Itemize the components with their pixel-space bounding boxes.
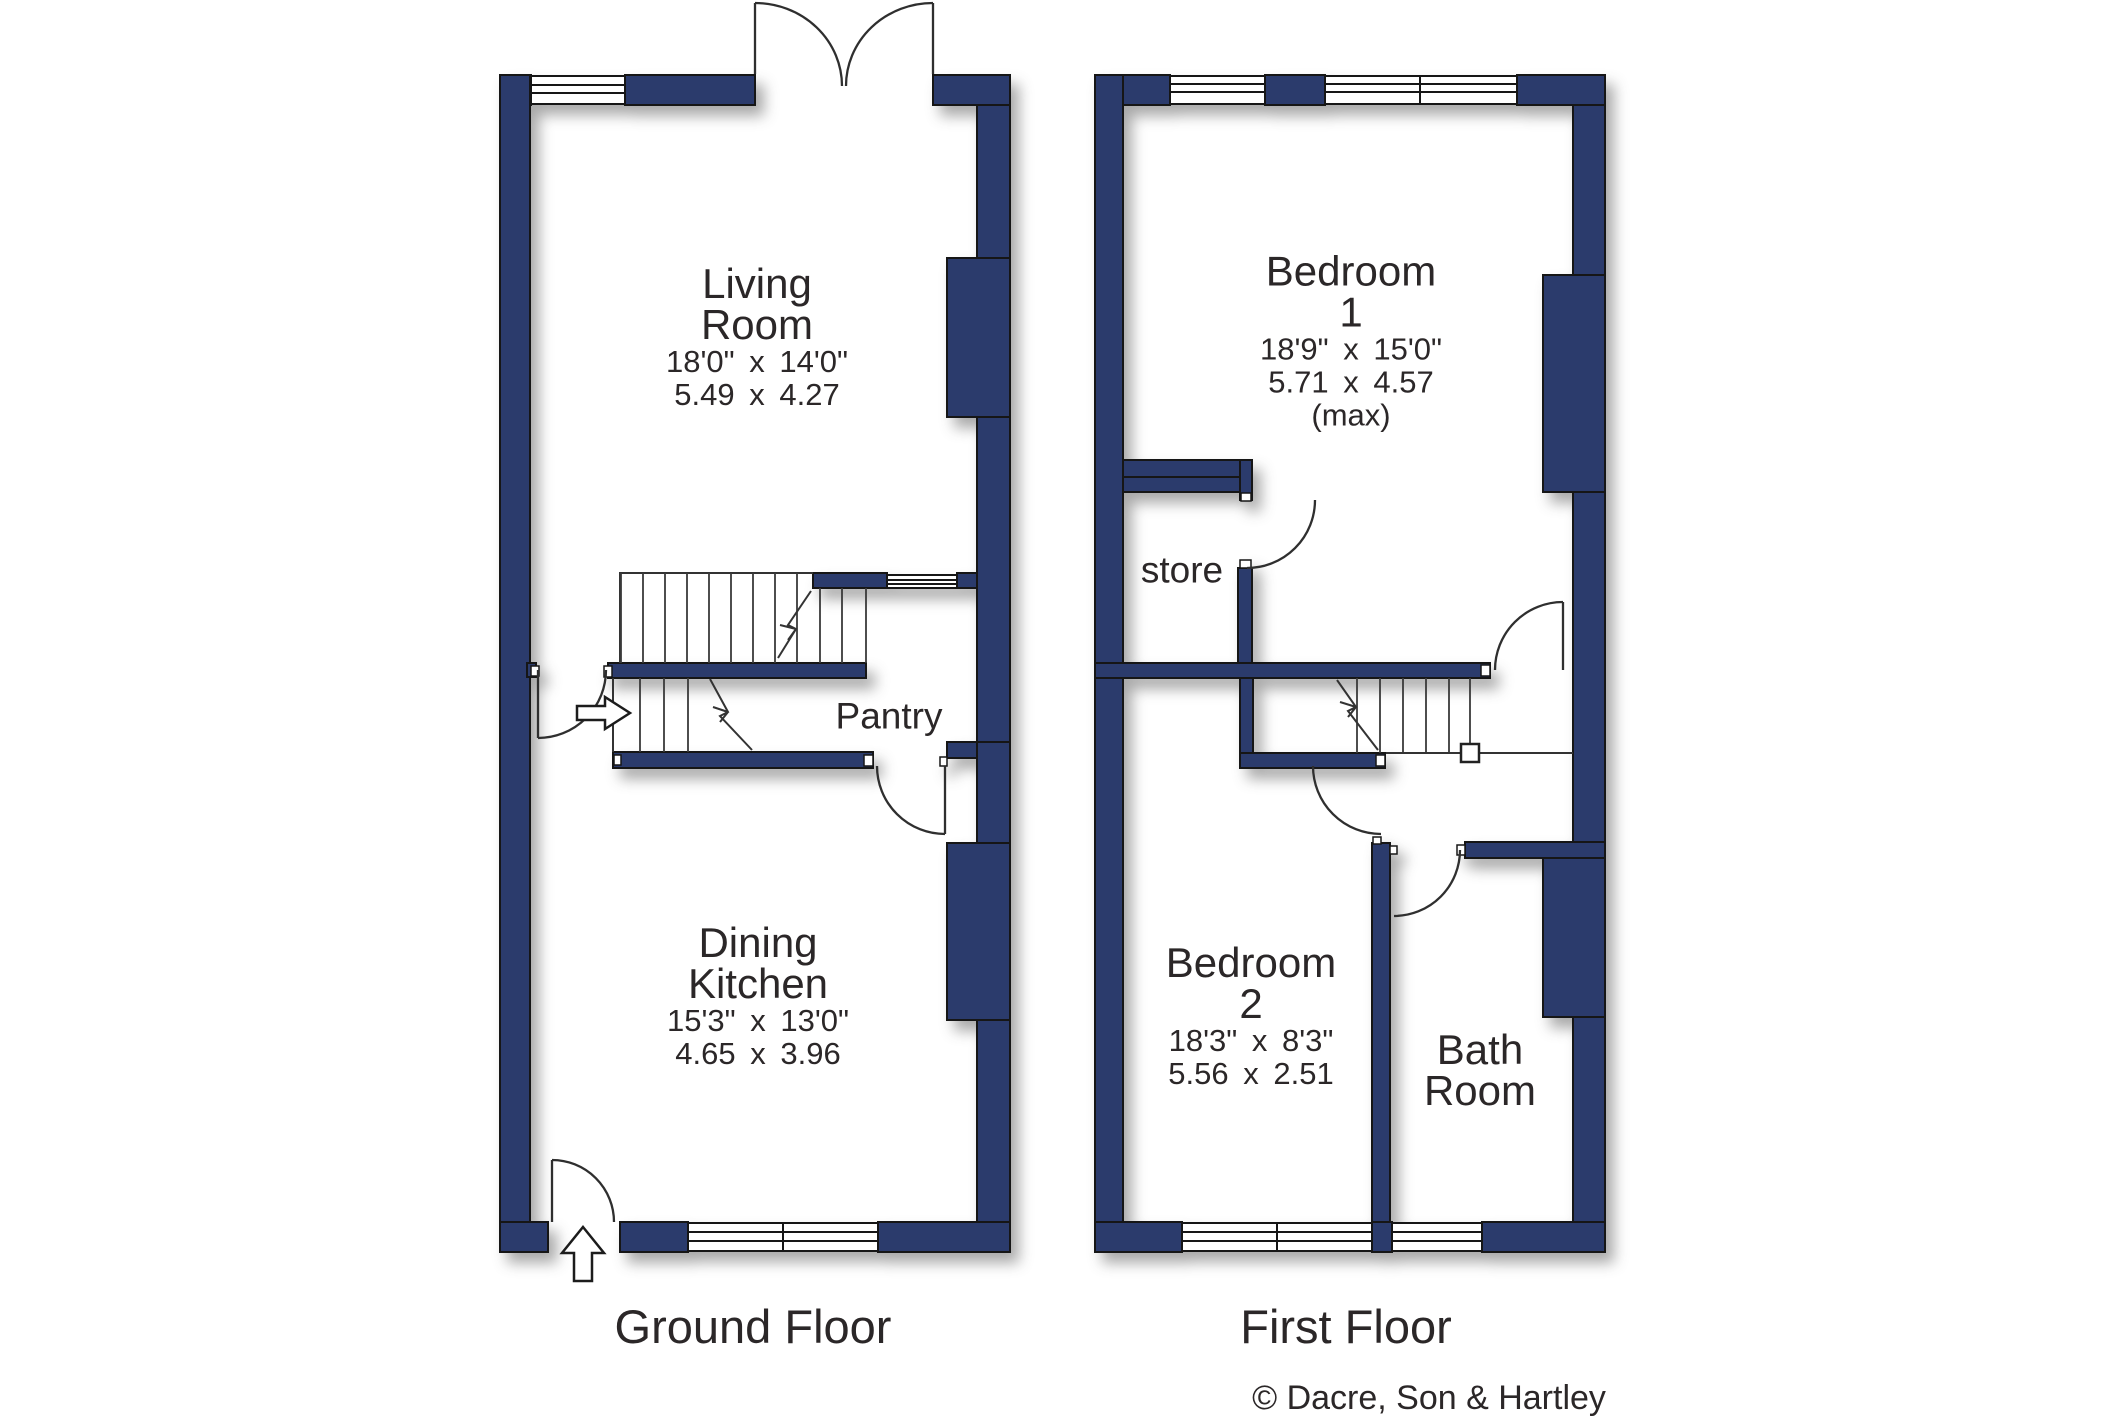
door-swing-arc xyxy=(552,1160,614,1222)
room-label-store: store xyxy=(1140,549,1224,591)
entrance-arrow-icon xyxy=(562,1227,604,1281)
ground-floor-entrances xyxy=(562,697,630,1281)
room-dims-metric: 5.49 x 4.27 xyxy=(674,377,840,412)
stair-break-line xyxy=(778,591,811,658)
wall-segment xyxy=(1095,1222,1182,1252)
ground-floor-plan xyxy=(500,3,1010,1281)
wall-segment xyxy=(1372,843,1390,1222)
window xyxy=(1392,1223,1482,1251)
ground-floor-walls xyxy=(500,75,1010,1252)
wall-segment xyxy=(977,417,1010,742)
wall-segment xyxy=(625,75,755,105)
first-floor-staircase xyxy=(1337,678,1573,762)
room-dims-metric: 5.71 x 4.57 xyxy=(1268,364,1434,400)
room-name-line: Bedroom xyxy=(1165,939,1337,986)
stair-treads xyxy=(820,588,866,663)
room-dims-imperial: 18'9" x 15'0" xyxy=(1259,331,1443,367)
stair-treads xyxy=(640,678,688,752)
entrance-arrow-icon xyxy=(577,697,630,729)
room-dims-imperial: 18'3" x 8'3" xyxy=(1168,1023,1334,1058)
wall-segment xyxy=(933,75,1010,105)
room-dims-imperial: 15'3" x 13'0" xyxy=(666,1003,850,1038)
door-swing-arc xyxy=(1313,766,1381,834)
wall-segment xyxy=(977,742,1010,843)
door-swing-arc xyxy=(846,3,933,86)
wall-segment xyxy=(1465,842,1605,858)
wall-segment xyxy=(977,105,1010,260)
room-label-bedroom-2 xyxy=(1165,939,1337,1091)
wall-segment xyxy=(1372,1222,1392,1252)
door-swing-arc xyxy=(877,766,945,834)
window xyxy=(1170,76,1265,104)
room-name-line: Bedroom xyxy=(1265,247,1437,295)
stair-break-line xyxy=(710,679,752,750)
wall-segment xyxy=(1123,477,1240,492)
french-door-leaves xyxy=(755,3,933,74)
stair-treads xyxy=(621,573,797,663)
wall-segment xyxy=(1240,678,1253,753)
door-hinge xyxy=(940,757,947,766)
door-swing-arc xyxy=(1247,500,1315,568)
wall-segment xyxy=(1095,663,1490,678)
copyright-notice: © Dacre, Son & Hartley xyxy=(1252,1379,1606,1417)
door-hinge xyxy=(614,755,621,765)
room-name-line: Dining xyxy=(698,919,818,966)
wall-segment xyxy=(1482,1222,1605,1252)
door-hinge xyxy=(1240,560,1251,568)
wall-segment xyxy=(977,1020,1010,1222)
stair-wall xyxy=(613,752,873,768)
room-name-line: 2 xyxy=(1239,980,1263,1027)
wall-segment xyxy=(813,573,887,588)
room-label-bath-room xyxy=(1423,1026,1537,1114)
door-swing-arc xyxy=(538,670,606,738)
window xyxy=(887,575,957,588)
room-label-pantry: Pantry xyxy=(835,695,943,737)
room-label-bedroom-1 xyxy=(1259,247,1443,433)
stair-treads xyxy=(1357,678,1470,753)
door-hinge xyxy=(1481,665,1490,676)
wall-segment xyxy=(1573,105,1605,277)
room-dims-note: (max) xyxy=(1311,397,1391,433)
wall-segment xyxy=(500,75,530,1222)
wall-segment xyxy=(620,1222,688,1252)
room-name-line: Kitchen xyxy=(687,960,829,1007)
wall-stub xyxy=(947,742,977,758)
room-name-line: 1 xyxy=(1339,288,1363,336)
window xyxy=(531,76,625,104)
door-hinge xyxy=(1376,755,1385,766)
stair-wall xyxy=(608,663,866,678)
wall-segment xyxy=(1517,75,1605,105)
room-name-line: Room xyxy=(1423,1067,1537,1114)
room-name-line: Bath xyxy=(1436,1026,1524,1073)
door-swing-arc xyxy=(1495,602,1563,670)
wall-segment xyxy=(1240,753,1385,768)
door-hinge xyxy=(864,755,873,766)
wall-segment xyxy=(1238,568,1252,663)
chimney-breast xyxy=(947,843,1010,1020)
floor-caption-ground: Ground Floor xyxy=(614,1300,892,1353)
wall-segment xyxy=(1265,75,1325,105)
floor-caption-first: First Floor xyxy=(1240,1300,1452,1353)
wall-segment xyxy=(500,1222,548,1252)
chimney-breast xyxy=(1543,275,1605,492)
door-hinge xyxy=(1390,846,1397,854)
wall-segment xyxy=(1573,492,1605,843)
room-label-living-room xyxy=(665,260,849,412)
wall-segment xyxy=(1573,1017,1605,1222)
room-dims-imperial: 18'0" x 14'0" xyxy=(665,344,849,379)
chimney-breast xyxy=(1543,843,1605,1017)
room-label-dining-kitchen xyxy=(666,919,850,1071)
chimney-breast xyxy=(947,258,1010,417)
door-hinge xyxy=(1241,493,1251,501)
room-dims-metric: 5.56 x 2.51 xyxy=(1168,1056,1334,1091)
room-name-line: Room xyxy=(700,301,814,348)
wall-stub xyxy=(957,573,977,588)
door-hinge xyxy=(1373,837,1381,844)
wall-segment xyxy=(878,1222,1010,1252)
wall-segment xyxy=(1123,460,1252,477)
door-swing-arc xyxy=(1394,850,1460,916)
room-dims-metric: 4.65 x 3.96 xyxy=(675,1036,841,1071)
door-swing-arc xyxy=(755,3,842,86)
room-name-line: Living xyxy=(702,260,812,307)
newel-post xyxy=(1461,744,1479,762)
